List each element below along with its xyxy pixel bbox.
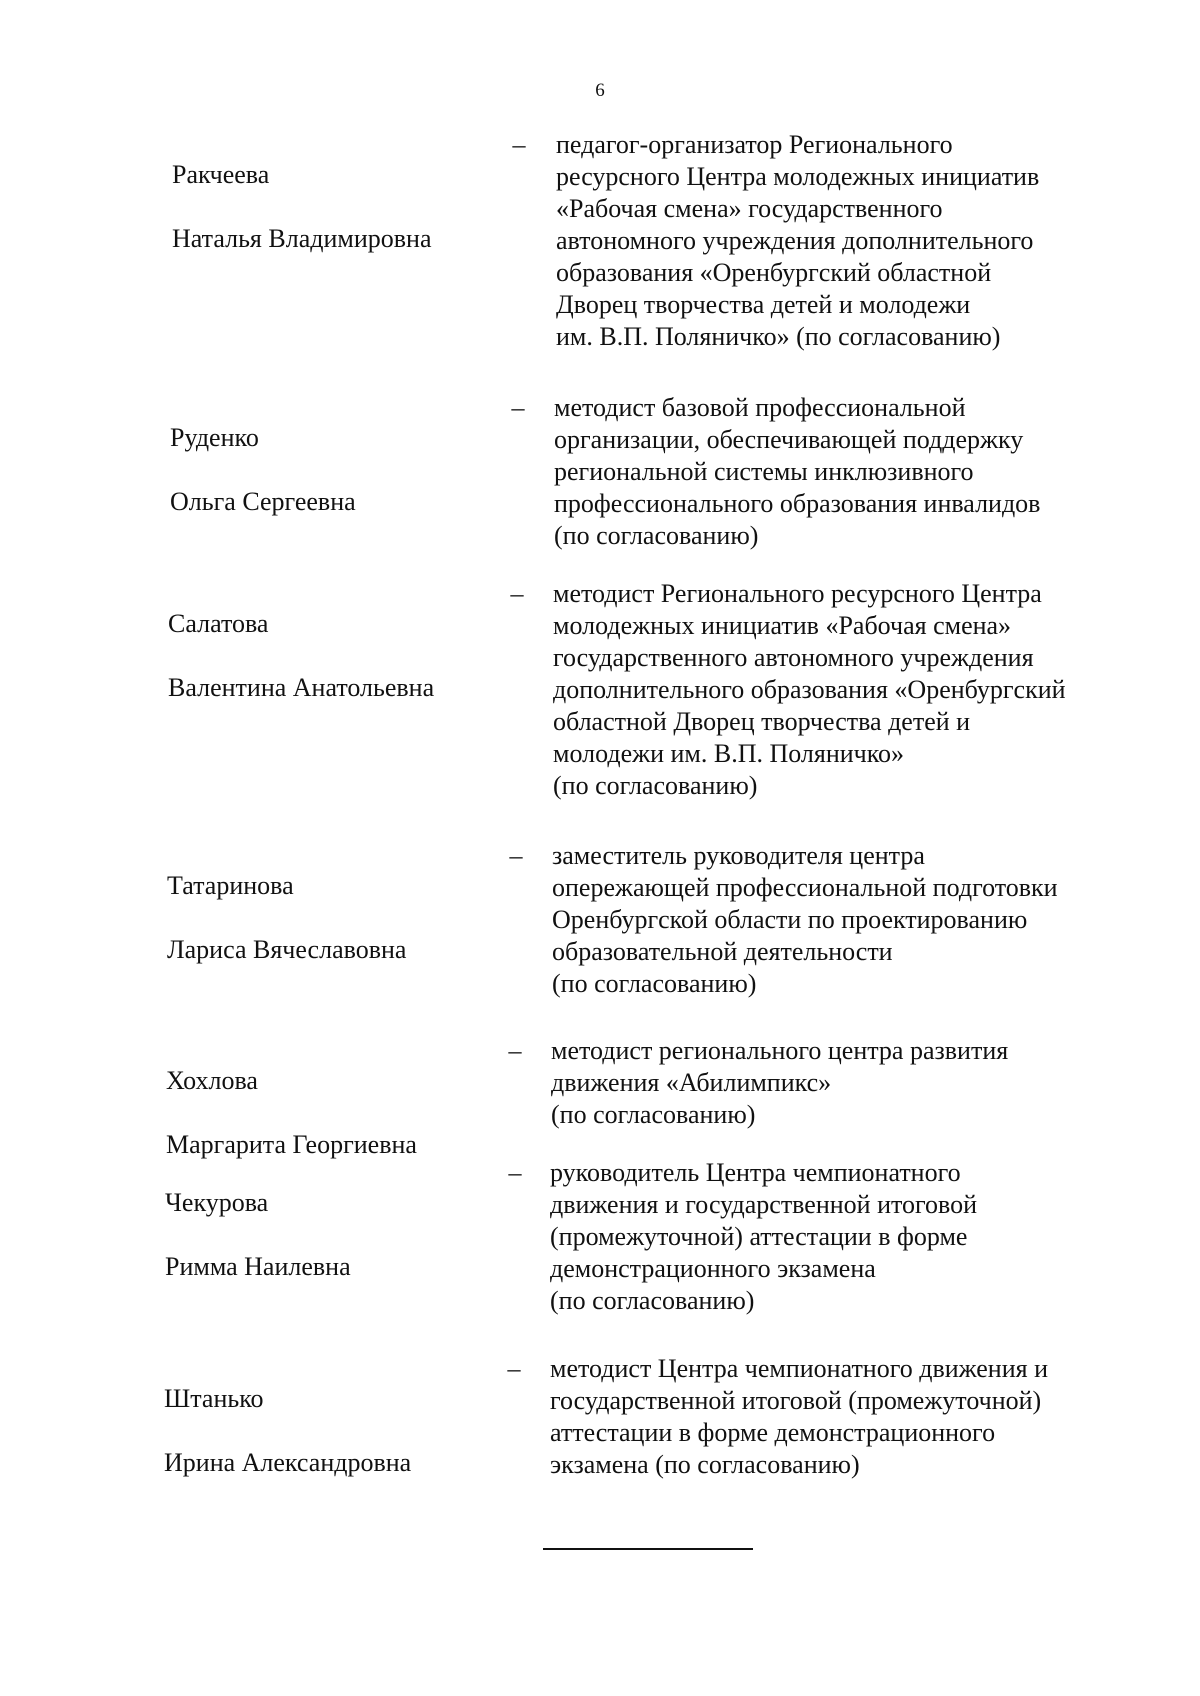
member-name <box>168 576 508 736</box>
member-role: методист регионального центра развития движения «Абилимпикс» (по согласованию) <box>551 1036 1009 1129</box>
dash-separator: – <box>510 579 524 608</box>
member-name <box>172 127 512 287</box>
member-role: педагог-организатор Регионального ресурсного Центра молодежных инициатив «Рабочая смена» государственного автономного учреждения дополнительного образования «Оренбургский областной Дворец творчества детей и молодежи им. В.П. Поляничко» (по согласованию) <box>556 130 1040 351</box>
closing-divider <box>543 1548 753 1550</box>
member-name <box>164 1351 504 1511</box>
dash-separator: – <box>508 1036 522 1065</box>
member-given-names: Маргарита Георгиевна <box>166 1130 417 1159</box>
dash-separator: – <box>511 393 525 422</box>
member-surname: Руденко <box>170 423 259 452</box>
page-number: 6 <box>595 80 605 101</box>
member-given-names: Ольга Сергеевна <box>170 487 356 516</box>
member-surname: Салатова <box>168 609 269 638</box>
member-given-names: Римма Наилевна <box>165 1252 351 1281</box>
member-role: методист Регионального ресурсного Центра молодежных инициатив «Рабочая смена» государственного автономного учреждения дополнительного образования «Оренбургский областной Дворец творчества детей и молодежи им. В.П. Поляничко» (по согласованию) <box>553 579 1066 800</box>
member-given-names: Ирина Александровна <box>164 1448 412 1477</box>
member-surname: Чекурова <box>165 1188 269 1217</box>
dash-separator: – <box>509 841 523 870</box>
member-surname: Хохлова <box>166 1066 258 1095</box>
member-role: методист Центра чемпионатного движения и государственной итоговой (промежуточной) аттестации в форме демонстрационного экзамена (по согласованию) <box>550 1354 1049 1479</box>
member-surname: Штанько <box>164 1384 264 1413</box>
member-given-names: Наталья Владимировна <box>172 224 432 253</box>
member-role: методист базовой профессиональной организации, обеспечивающей поддержку региональной системы инклюзивного профессионального образования инвалидов (по согласованию) <box>554 393 1041 550</box>
member-name <box>167 838 507 998</box>
member-given-names: Лариса Вячеславовна <box>167 935 407 964</box>
member-given-names: Валентина Анатольевна <box>168 673 435 702</box>
dash-separator: – <box>512 130 526 159</box>
dash-separator: – <box>508 1158 522 1187</box>
member-name <box>170 390 510 550</box>
member-role: руководитель Центра чемпионатного движения и государственной итоговой (промежуточной) аттестации в форме демонстрационного экзамена (по согласованию) <box>550 1158 978 1315</box>
member-role: заместитель руководителя центра опережающей профессиональной подготовки Оренбургской области по проектированию образовательной деятельности (по согласованию) <box>552 841 1058 998</box>
member-surname: Татаринова <box>167 871 294 900</box>
member-name <box>165 1155 505 1315</box>
dash-separator: – <box>507 1354 521 1383</box>
member-surname: Ракчеева <box>172 160 270 189</box>
